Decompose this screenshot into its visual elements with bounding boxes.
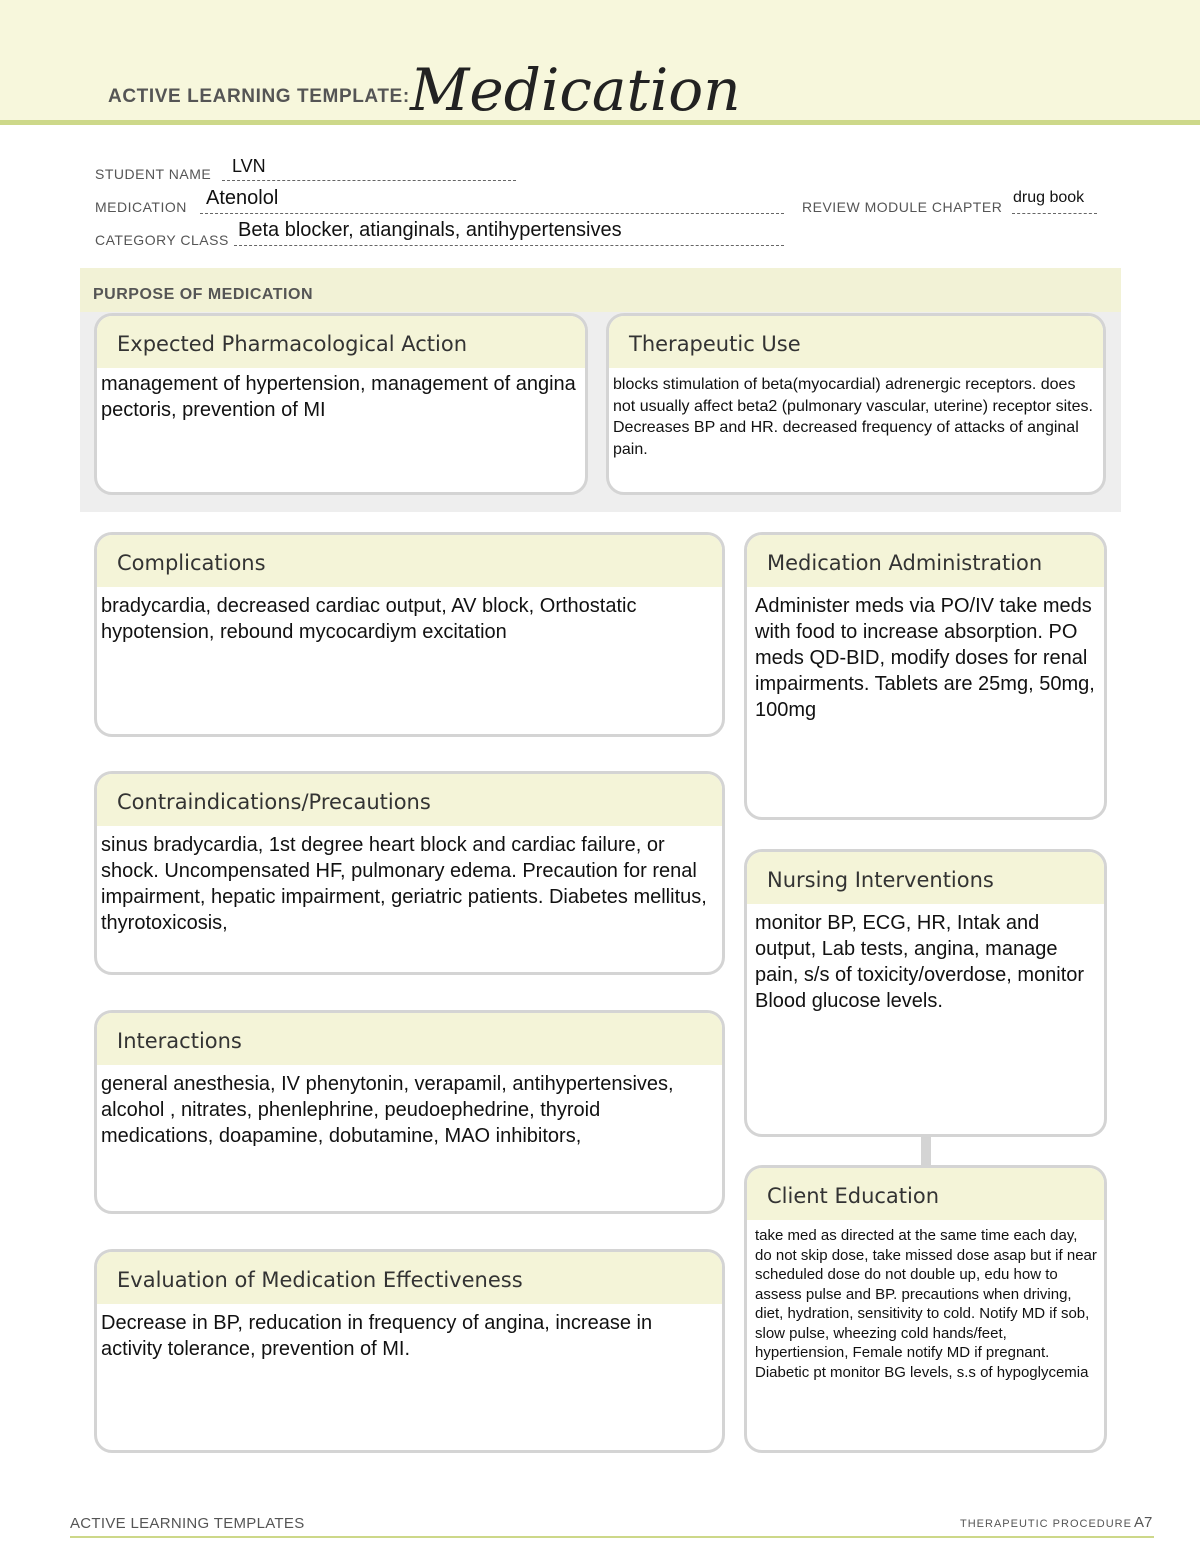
expected-action-title: Expected Pharmacological Action: [117, 332, 468, 356]
client-education-text[interactable]: take med as directed at the same time each day, do not skip dose, take missed dose asap but if near scheduled dose do not double up, edu how to assess pulse and BP. precautions when driving, diet, hydration, sensitivity to cold. Notify MD if sob, slow pulse, wheezing cold hands/feet, hypertiension, Female notify MD if pregnant. Diabetic pt monitor BG levels, s.s of hypoglycemia: [755, 1227, 1097, 1381]
contraindications-text[interactable]: sinus bradycardia, 1st degree heart block and cardiac failure, or shock. Uncompensated HF, pulmonary edema. Precaution for renal impairment, hepatic impairment, geriatric patients. Diabetes mellitus, thyrotoxicosis,: [101, 834, 707, 934]
contraindications-title: Contraindications/Precautions: [117, 790, 431, 814]
contraindications-box: [94, 771, 725, 975]
medication-line: [200, 213, 784, 214]
client-education-box: [744, 1165, 1107, 1453]
therapeutic-use-box: [606, 313, 1106, 495]
connector-bar: [921, 1137, 931, 1165]
interactions-box: [94, 1010, 725, 1214]
review-module-field[interactable]: drug book: [1013, 189, 1085, 206]
therapeutic-use-text[interactable]: blocks stimulation of beta(myocardial) adrenergic receptors. does not usually affect beta2 (pulmonary vascular, uterine) receptor sites. Decreases BP and HR. decreased frequency of attacks of anginal pain.: [613, 376, 1093, 458]
therapeutic-use-title: Therapeutic Use: [629, 332, 801, 356]
student-name-field[interactable]: LVN: [232, 156, 266, 176]
administration-title: Medication Administration: [767, 551, 1043, 575]
footer-rule: [70, 1536, 1154, 1538]
medication-label: MEDICATION: [95, 199, 187, 215]
footer-left-label: ACTIVE LEARNING TEMPLATES: [70, 1515, 305, 1532]
student-name-label: STUDENT NAME: [95, 166, 212, 182]
nursing-interventions-text[interactable]: monitor BP, ECG, HR, Intak and output, Lab tests, angina, manage pain, s/s of toxicity/overdose, monitor Blood glucose levels.: [755, 912, 1085, 1012]
evaluation-box: [94, 1249, 725, 1453]
complications-box: [94, 532, 725, 737]
evaluation-title: Evaluation of Medication Effectiveness: [117, 1268, 523, 1292]
interactions-text[interactable]: general anesthesia, IV phenytonin, verapamil, antihypertensives, alcohol , nitrates, phenlephrine, peudoephedrine, thyroid medications, doapamine, dobutamine, MAO inhibitors,: [101, 1073, 674, 1147]
nursing-interventions-box: [744, 849, 1107, 1137]
administration-box: [744, 532, 1107, 820]
review-module-label: REVIEW MODULE CHAPTER: [802, 199, 1003, 215]
category-class-line: [234, 245, 784, 246]
expected-action-box: [94, 313, 588, 495]
footer-page-number: A7: [1134, 1514, 1153, 1531]
category-class-label: CATEGORY CLASS: [95, 232, 229, 248]
footer-right-label: THERAPEUTIC PROCEDURE: [960, 1518, 1132, 1530]
nursing-interventions-title: Nursing Interventions: [767, 868, 994, 892]
administration-text[interactable]: Administer meds via PO/IV take meds with food to increase absorption. PO meds QD-BID, modify doses for renal impairments. Tablets are 25mg, 50mg, 100mg: [755, 595, 1095, 721]
template-label: ACTIVE LEARNING TEMPLATE:: [108, 86, 410, 107]
interactions-title: Interactions: [117, 1029, 242, 1053]
category-class-field[interactable]: Beta blocker, atianginals, antihypertensives: [238, 219, 622, 241]
expected-action-text[interactable]: management of hypertension, management of angina pectoris, prevention of MI: [101, 373, 576, 421]
purpose-title: PURPOSE OF MEDICATION: [93, 286, 313, 303]
complications-title: Complications: [117, 551, 266, 575]
evaluation-text[interactable]: Decrease in BP, reducation in frequency of angina, increase in activity tolerance, prevention of MI.: [101, 1312, 653, 1360]
client-education-title: Client Education: [767, 1184, 940, 1208]
complications-text[interactable]: bradycardia, decreased cardiac output, AV block, Orthostatic hypotension, rebound mycocardiym excitation: [101, 595, 637, 643]
student-name-line: [222, 180, 516, 181]
review-module-line: [1012, 213, 1097, 214]
medication-field[interactable]: Atenolol: [206, 187, 279, 209]
page-title: Medication: [410, 56, 741, 124]
